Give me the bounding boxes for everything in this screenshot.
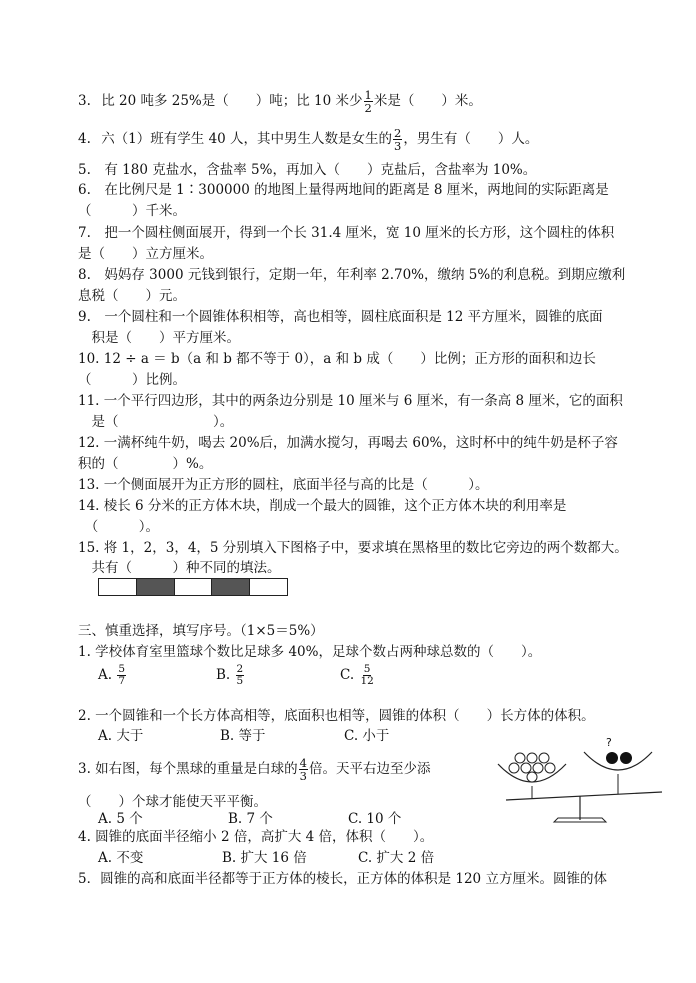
white-ball [515,753,525,763]
q3-fraction: $\frac{1}{2}$ [364,88,372,115]
section-3-heading: 三、慎重选择，填写序号。（1×5＝5%） [78,623,324,639]
black-ball [606,752,618,764]
white-ball [533,763,543,773]
choice-2-option-c: C. 小于 [344,728,390,744]
question-9-line-1: 9. 一个圆柱和一个圆锥体积相等，高也相等，圆柱底面积是 12 平方厘米，圆锥的底面 [78,309,603,325]
question-15-line-2: 共有（ ）种不同的填法。 [78,560,281,576]
question-15-line-1: 15. 将 1，2，3，4，5 分别填入下图格子中，要求填在黑格里的数比它旁边的两个数都大。 [78,540,628,556]
choice-2-stem: 2. 一个圆锥和一个长方体高相等，底面积也相等，圆锥的体积（ ）长方体的体积。 [78,708,595,724]
choice-1-option-b: B. $\frac{2}{5}$ [216,663,244,687]
balance-scale-figure [492,736,672,828]
grid-cell-white [175,579,213,595]
choice-3-fraction: $\frac{4}{3}$ [299,756,307,783]
choice-3-line-2: （ ）个球才能使天平平衡。 [78,794,267,810]
q3-text-a: 比 20 吨多 25%是（ ）吨；比 10 米少 [101,93,363,109]
question-7-line-1: 7. 把一个圆柱侧面展开，得到一个长 31.4 厘米，宽 10 厘米的长方形，这个圆柱的体积 [78,225,615,241]
question-12-line-1: 12. 一满杯纯牛奶，喝去 20%后，加满水搅匀，再喝去 60%，这时杯中的纯牛奶是杯子容 [78,435,618,451]
choice-5-stem: 5．圆锥的高和底面半径都等于正方体的棱长，正方体的体积是 120 立方厘米。圆锥的体 [78,871,607,887]
question-14-line-1: 14. 棱长 6 分米的正方体木块，削成一个最大的圆锥，这个正方体木块的利用率是 [78,498,567,514]
choice-3-line-1: 3. 如右图，每个黑球的重量是白球的 $\frac{4}{3}$ 倍。天平右边至少添 [78,756,431,783]
black-ball [620,752,632,764]
question-7-line-2: 是（ ）立方厘米。 [78,246,213,262]
white-ball [527,753,537,763]
white-ball [509,763,519,773]
white-ball [521,763,531,773]
choice-4-option-a: A. 不变 [98,850,144,866]
choice-1-option-c-fraction: $\frac{5}{12}$ [360,663,374,687]
choice-1-option-a: A. $\frac{5}{7}$ [98,663,126,687]
white-ball [545,763,555,773]
white-ball [527,772,537,782]
question-13: 13. 一个侧面展开为正方形的圆柱，底面半径与高的比是（ ）。 [78,477,489,493]
question-14-line-2: （ ）。 [78,519,159,535]
q4-number: 4. [78,131,91,147]
question-12-line-2: 积的（ ）%。 [78,456,213,472]
question-6-line-2: （ ）千米。 [78,203,186,219]
number-grid [98,578,288,596]
q3-text-b: 米是（ ）米。 [373,93,482,109]
choice-4-option-c: C. 扩大 2 倍 [358,850,435,866]
choice-1-stem: 1. 学校体育室里篮球个数比足球多 40%，足球个数占两种球总数的（ ）。 [78,644,542,660]
choice-3-option-c: C. 10 个 [348,811,402,827]
choice-2-option-b: B. 等于 [220,728,266,744]
choice-4-option-b: B. 扩大 16 倍 [222,850,307,866]
question-8-line-1: 8. 妈妈存 3000 元钱到银行，定期一年，年利率 2.70%，缴纳 5%的利息税。到期应缴利 [78,267,626,283]
choice-3-option-b: B. 7 个 [228,811,273,827]
q3-number: 3. [78,93,91,109]
choice-1-option-b-fraction: $\frac{2}{5}$ [236,663,244,687]
q4-fraction: $\frac{2}{3}$ [394,126,402,153]
choice-3-option-a: A. 5 个 [98,811,143,827]
question-10-line-1: 10. 12 ÷ a ＝ b（a 和 b 都不等于 0），a 和 b 成（ ）比例；正方形的面积和边长 [78,351,596,367]
q4-text-a: 六（1）班有学生 40 人，其中男生人数是女生的 [101,131,393,147]
question-mark: ? [606,736,612,749]
choice-1-option-c: C. $\frac{5}{12}$ [340,663,374,687]
grid-cell-white [250,579,287,595]
right-pan [584,752,652,770]
question-5: 5. 有 180 克盐水，含盐率 5%，再加入（ ）克盐后，含盐率为 10%。 [78,162,537,178]
question-3 [78,89,482,114]
grid-cell-dark [137,579,175,595]
question-10-line-2: （ ）比例。 [78,372,186,388]
question-11-line-2: 是（ ）。 [78,414,234,430]
white-ball [539,753,549,763]
question-4 [78,127,538,152]
question-8-line-2: 息税（ ）元。 [78,288,186,304]
question-11-line-1: 11. 一个平行四边形，其中的两条边分别是 10 厘米与 6 厘米，有一条高 8 厘米，它的面积 [78,393,623,409]
choice-4-stem: 4. 圆锥的底面半径缩小 2 倍，高扩大 4 倍，体积（ ）。 [78,829,434,845]
beam [506,792,662,800]
grid-cell-white [99,579,137,595]
grid-cell-dark [212,579,250,595]
question-6-line-1: 6. 在比例尺是 1∶300000 的地图上量得两地间的距离是 8 厘米，两地间的实际距离是 [78,182,609,198]
choice-1-option-a-fraction: $\frac{5}{7}$ [118,663,126,687]
choice-2-option-a: A. 大于 [98,728,144,744]
q4-text-b: ，男生有（ ）人。 [403,131,539,147]
question-9-line-2: 积是（ ）平方厘米。 [78,330,240,346]
